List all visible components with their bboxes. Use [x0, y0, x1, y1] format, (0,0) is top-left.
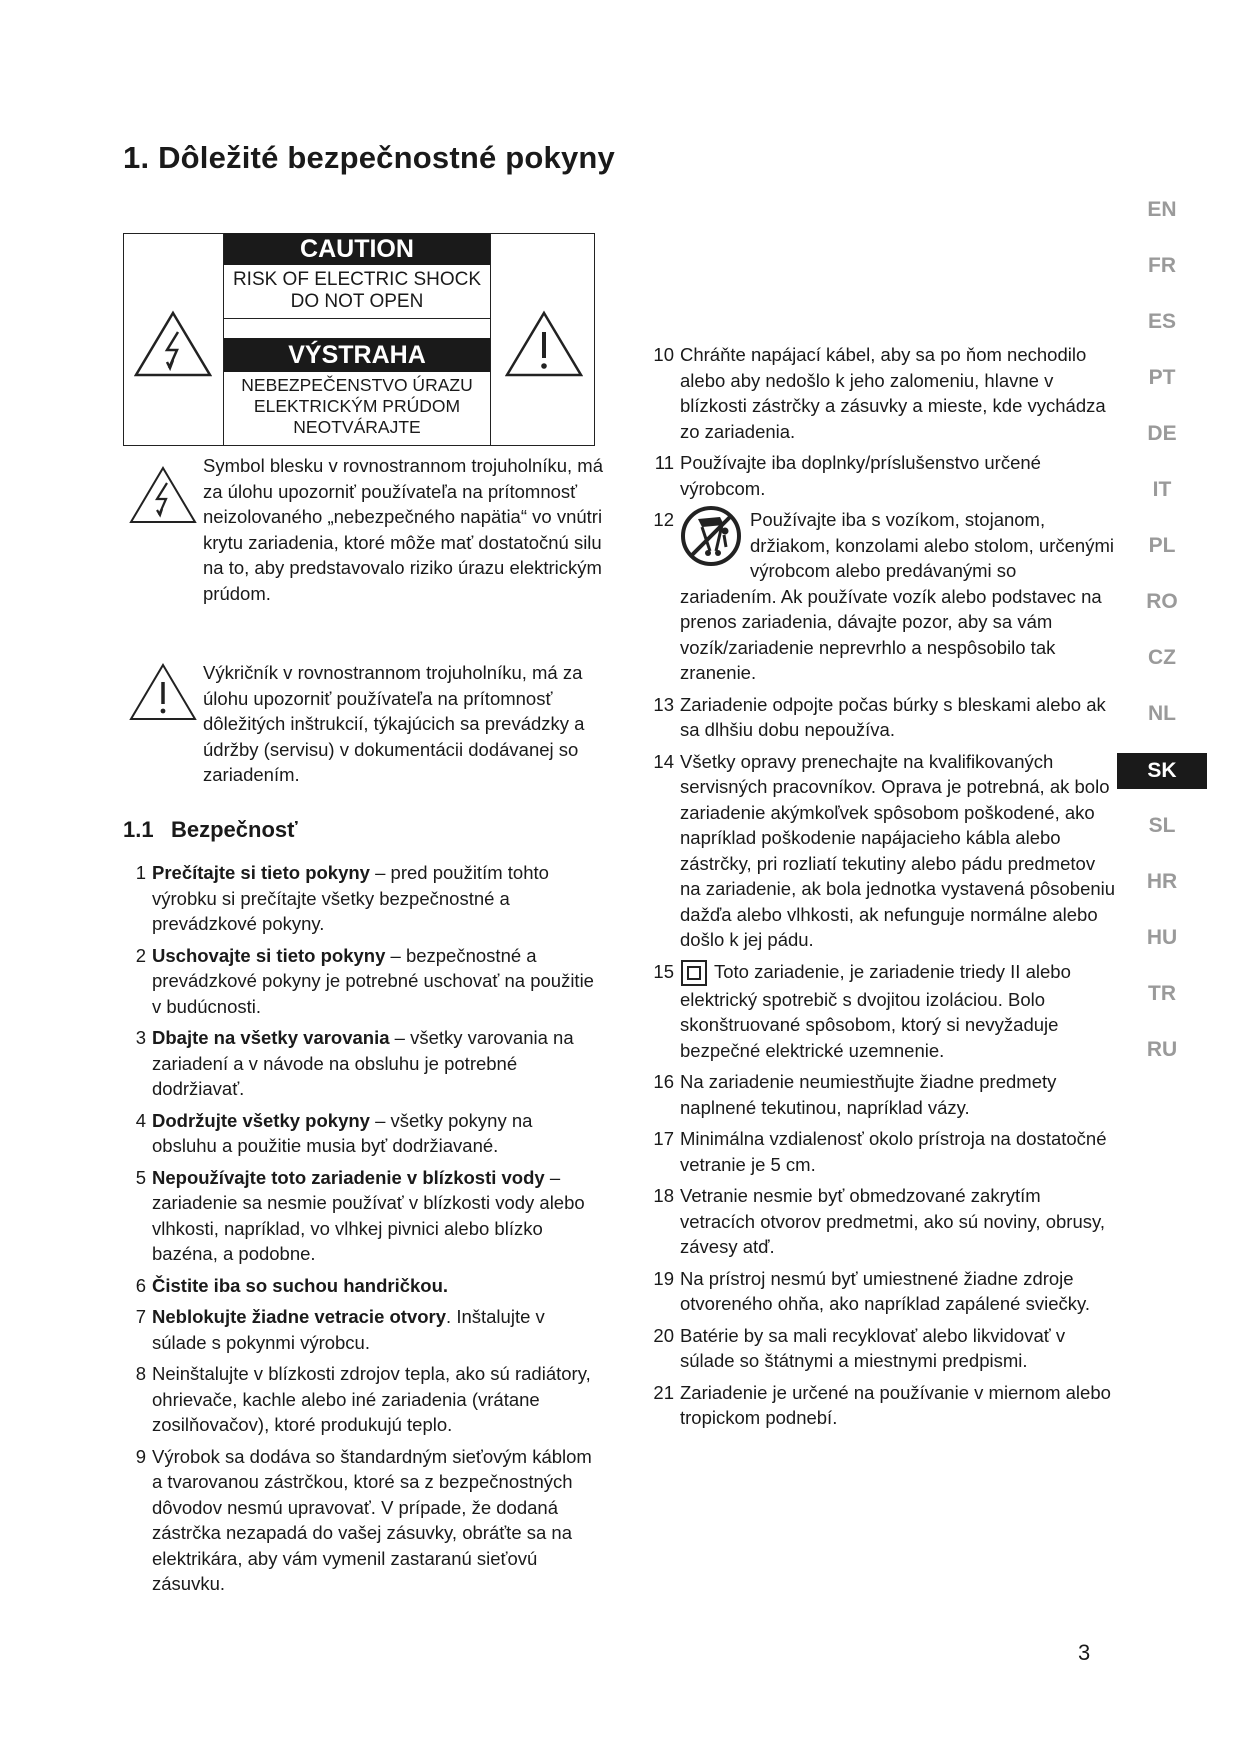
- language-tab-cz[interactable]: CZ: [1148, 646, 1176, 669]
- list-item: 14 Všetky opravy prenechajte na kvalifikovaných servisných pracovníkov. Oprava je potrebná, ak bolo zariadenie akýmkoľvek spôsobom poškodené, ako napríklad poškodenie napájacieho kábla alebo zástrčky, pri rozliatí tekutiny alebo pádu predmetov na zariadenie, ak bola jednotka vystavená pôsobeniu dažďa alebo vlhkosti, ak nefunguje normálne alebo došlo k jej pádu.: [653, 750, 1116, 950]
- list-item: 21 Zariadenie je určené na používanie v miernom alebo tropickom podnebí.: [653, 1381, 1111, 1429]
- language-tab-hu[interactable]: HU: [1146, 926, 1178, 949]
- lightning-symbol-explanation: [123, 453, 603, 606]
- list-item: 7 Neblokujte žiadne vetracie otvory. Inštalujte v súlade s pokynmi výrobcu.: [135, 1306, 545, 1353]
- list-item: 20 Batérie by sa mali recyklovať alebo likvidovať v súlade so štátnymi a miestnymi predpismi.: [653, 1324, 1066, 1372]
- section-heading: [123, 817, 298, 843]
- safety-list-right: [648, 342, 1118, 1437]
- language-tab-sk[interactable]: SK: [1117, 753, 1207, 789]
- language-tab-ro[interactable]: RO: [1146, 590, 1178, 613]
- section-title: Bezpečnosť: [171, 817, 298, 842]
- language-tab-de[interactable]: DE: [1147, 422, 1177, 445]
- vystraha-heading: VÝSTRAHA: [224, 338, 490, 372]
- list-item: 1 Prečítajte si tieto pokyny – pred použitím tohto výrobku si prečítajte všetky bezpečnostné a prevádzkové pokyny.: [135, 862, 549, 934]
- list-item: 13 Zariadenie odpojte počas búrky s bleskami alebo ak sa dlhšiu dobu nepoužíva.: [653, 693, 1106, 740]
- caution-en-text: [224, 265, 490, 319]
- language-tab-hr[interactable]: HR: [1146, 870, 1178, 893]
- vystraha-line2: ELEKTRICKÝM PRÚDOM: [253, 396, 461, 416]
- lightning-symbol-text: Symbol blesku v rovnostrannom trojuholníku, má za úlohu upozorniť používateľa na prítomnosť neizolovaného „nebezpečného napätia“ vo vnútri krytu zariadenia, ktoré môže mať dostatočnú silu na to, aby predstavovalo riziko úrazu elektrickým prúdom.: [203, 455, 603, 604]
- language-tab-it[interactable]: IT: [1152, 478, 1172, 501]
- double-insulation-icon: [680, 959, 708, 987]
- caution-label: [123, 233, 595, 446]
- list-item: 12 Používajte iba s vozíkom, stojanom, držiakom, konzolami alebo stolom, určenými výrobcom alebo predávanými so zariadením. Ak používate vozík alebo podstavec na prenos zariadenia, dávajte pozor, aby sa vám vozík/zariadenie neprevrhlo a nespôsobilo tak zranenie.: [648, 507, 1118, 686]
- language-tab-pl[interactable]: PL: [1148, 534, 1176, 557]
- section-number: 1.1: [123, 817, 154, 842]
- safety-list-left: [120, 860, 600, 1603]
- list-item: 8 Neinštalujte v blízkosti zdrojov tepla, ako sú radiátory, ohrievače, kachle alebo iné zariadenia (vrátane zosilňovačov), ktoré produkujú teplo.: [135, 1363, 591, 1435]
- caution-en-line2: DO NOT OPEN: [290, 291, 424, 312]
- list-item: 17 Minimálna vzdialenosť okolo prístroja na dostatočné vetranie je 5 cm.: [653, 1128, 1107, 1175]
- list-item: 6 Čistite iba so suchou handričkou.: [135, 1274, 449, 1296]
- vystraha-line3: NEOTVÁRAJTE: [293, 417, 421, 437]
- language-tab-tr[interactable]: TR: [1148, 982, 1176, 1005]
- lightning-warning-icon: [134, 310, 212, 378]
- list-item: 10 Chráňte napájací kábel, aby sa po ňom nechodilo alebo aby nedošlo k jeho zalomeniu, hlavne v blízkosti zástrčky a zásuvky a mieste, kde vychádza zo zariadenia.: [653, 344, 1106, 442]
- exclamation-triangle-icon: [128, 662, 198, 722]
- list-item: 11 Používajte iba doplnky/príslušenstvo určené výrobcom.: [654, 452, 1041, 499]
- vystraha-line1: NEBEZPEČENSTVO ÚRAZU: [241, 375, 473, 395]
- language-tab-sl[interactable]: SL: [1148, 814, 1176, 837]
- caution-text-panel: [223, 233, 491, 445]
- list-item: 19 Na prístroj nesmú byť umiestnené žiadne zdroje otvoreného ohňa, ako napríklad zapálené sviečky.: [653, 1267, 1091, 1315]
- language-tab-ru[interactable]: RU: [1146, 1038, 1178, 1061]
- caution-heading: CAUTION: [224, 233, 490, 265]
- list-item: 3 Dbajte na všetky varovania – všetky varovania na zariadení a v návode na obsluhu je potrebné dodržiavať.: [135, 1027, 574, 1099]
- list-item: 15 Toto zariadenie, je zariadenie triedy II alebo elektrický spotrebič s dvojitou izoláciou. Bolo skonštruované spôsobom, ktorý si nevyžaduje bezpečné elektrické uzemnenie.: [653, 960, 1071, 1061]
- list-item: 2 Uschovajte si tieto pokyny – bezpečnostné a prevádzkové pokyny je potrebné uschovať na použitie v budúcnosti.: [135, 944, 594, 1017]
- exclamation-symbol-text: Výkričník v rovnostrannom trojuholníku, má za úlohu upozorniť používateľa na prítomnosť dôležitých inštrukcií, týkajúcich sa prevádzky a údržby (servisu) v dokumentácii dodávanej so zariadením.: [203, 662, 585, 785]
- language-tab-es[interactable]: ES: [1147, 310, 1176, 333]
- cart-tip-over-warning-icon: [680, 505, 742, 567]
- exclamation-symbol-explanation: [123, 660, 603, 788]
- list-item: 4 Dodržujte všetky pokyny – všetky pokyny na obsluhu a použitie musia byť dodržiavané.: [135, 1109, 533, 1156]
- caution-en-line1: RISK OF ELECTRIC SHOCK: [232, 269, 482, 290]
- language-tab-fr[interactable]: FR: [1148, 254, 1176, 277]
- exclamation-warning-icon: [505, 310, 583, 378]
- vystraha-text: [224, 372, 490, 438]
- language-tabs: [1127, 193, 1197, 1089]
- language-tab-nl[interactable]: NL: [1148, 702, 1176, 725]
- language-tab-pt[interactable]: PT: [1148, 366, 1176, 389]
- list-item: 18 Vetranie nesmie byť obmedzované zakrytím vetracích otvorov predmetmi, ako sú noviny, obrusy, závesy atď.: [653, 1185, 1105, 1258]
- list-item: 9 Výrobok sa dodáva so štandardným sieťovým káblom a tvarovanou zástrčkou, ktoré sa z bezpečnostných dôvodov nesmú upravovať. V prípade, že dodaná zástrčka nezapadá do vašej zásuvky, obráťte sa na elektrikára, aby vám vymenil zastaranú sieťovú zásuvku.: [135, 1445, 592, 1594]
- page-title: 1. Dôležité bezpečnostné pokyny: [123, 140, 615, 175]
- lightning-triangle-icon: [128, 465, 198, 525]
- page-number: 3: [1078, 1640, 1091, 1665]
- list-item: 5 Nepoužívajte toto zariadenie v blízkosti vody – zariadenie sa nesmie používať v blízkosti vody alebo vlhkosti, napríklad, vo vlhkej pivnici alebo blízko bazéna, a podobne.: [135, 1166, 585, 1264]
- language-tab-en[interactable]: EN: [1147, 198, 1177, 221]
- list-item: 16 Na zariadenie neumiestňujte žiadne predmety naplnené tekutinou, napríklad vázy.: [653, 1071, 1057, 1118]
